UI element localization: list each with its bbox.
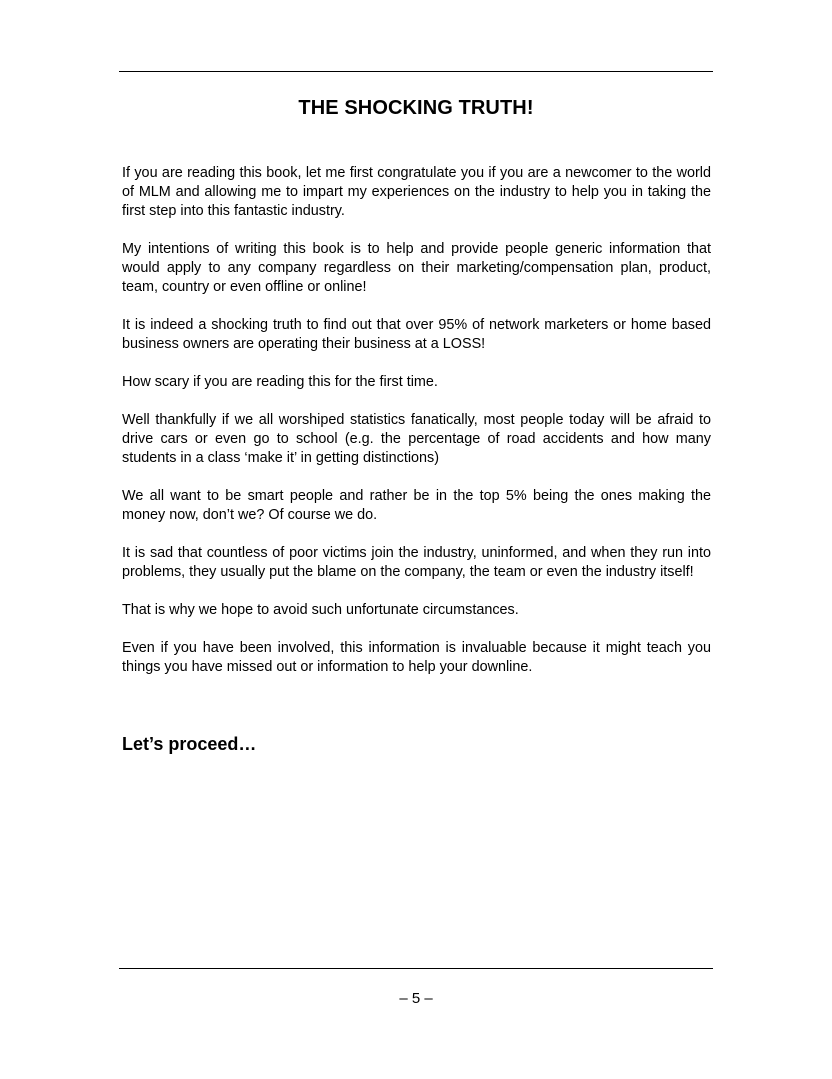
paragraph: Well thankfully if we all worshiped statistics fanatically, most people today will be afraid to drive cars or even go to school (e.g. the percentage of road accidents and how many students in a class ‘make it’ in getting distinctions) (122, 412, 711, 466)
paragraph: Even if you have been involved, this information is invaluable because it might teach you things you have missed out or information to help your downline. (122, 640, 711, 675)
paragraph: How scary if you are reading this for the first time. (122, 374, 438, 390)
paragraph: It is indeed a shocking truth to find out that over 95% of network marketers or home based business owners are operating their business at a LOSS! (122, 317, 711, 352)
page-number: – 5 – (399, 990, 433, 1007)
paragraph: My intentions of writing this book is to help and provide people generic information that would apply to any company regardless on their marketing/compensation plan, product, team, country or even offline or online! (122, 241, 711, 295)
paragraph: If you are reading this book, let me first congratulate you if you are a newcomer to the world of MLM and allowing me to impart my experiences on the industry to help you in taking the first step into this fantastic industry. (122, 165, 711, 219)
page-title: THE SHOCKING TRUTH! (298, 97, 534, 119)
body-text (122, 164, 711, 696)
closing-heading: Let’s proceed… (122, 734, 257, 754)
paragraph: That is why we hope to avoid such unfortunate circumstances. (122, 602, 519, 618)
paragraph: We all want to be smart people and rather be in the top 5% being the ones making the money now, don’t we? Of course we do. (122, 488, 711, 523)
footer-rule (119, 968, 713, 969)
paragraph: It is sad that countless of poor victims join the industry, uninformed, and when they run into problems, they usually put the blame on the company, the team or even the industry itself! (122, 545, 711, 580)
header-rule (119, 71, 713, 72)
